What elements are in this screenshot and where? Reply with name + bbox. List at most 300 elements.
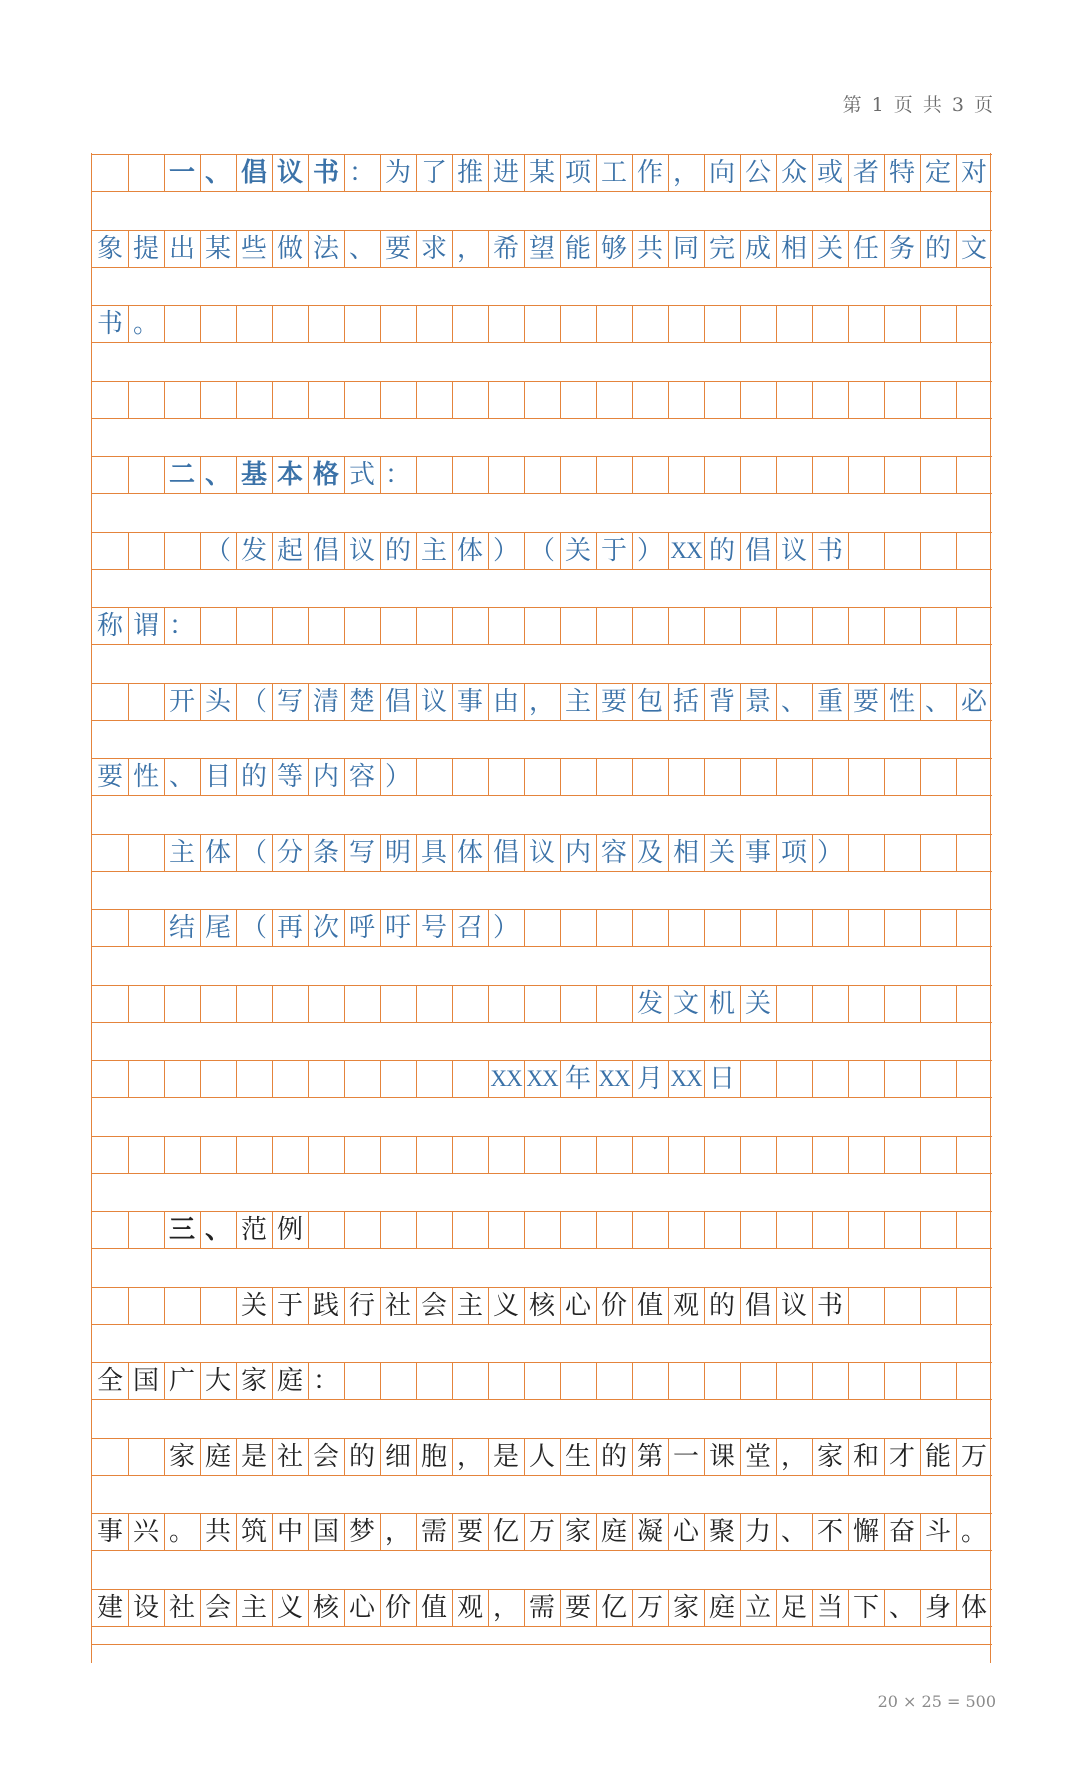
grid-character: 堂 — [744, 1441, 771, 1472]
grid-cell-divider — [704, 306, 705, 342]
grid-cell-divider — [524, 1212, 525, 1248]
grid-character: 内 — [312, 762, 339, 792]
grid-character: 倡 — [240, 158, 267, 188]
grid-cell-divider — [848, 533, 849, 569]
grid-character: 定 — [924, 158, 951, 188]
grid-cell-divider — [596, 1137, 597, 1173]
grid-cell-divider — [884, 382, 885, 418]
grid-cell-divider — [776, 1363, 777, 1399]
grid-character: 某 — [204, 233, 231, 264]
grid-cell-divider — [920, 835, 921, 871]
grid-character: 项 — [564, 158, 591, 188]
grid-character: ） — [384, 762, 411, 792]
grid-character: ， — [780, 1441, 807, 1472]
grid-character: 行 — [348, 1290, 375, 1321]
grid-character: 呼 — [348, 913, 375, 943]
grid-cell-divider — [236, 608, 237, 644]
grid-cell-divider — [128, 1439, 129, 1475]
page-number-header: 第 1 页 共 3 页 — [842, 94, 995, 116]
grid-character: 心 — [564, 1290, 591, 1321]
grid-cell-divider — [128, 382, 129, 418]
grid-cell-divider — [812, 608, 813, 644]
grid-cell-divider — [128, 684, 129, 720]
grid-cell-divider — [740, 382, 741, 418]
grid-character: 开 — [168, 686, 195, 717]
grid-character: 议 — [780, 535, 807, 566]
grid-character: 工 — [600, 158, 627, 188]
grid-cell-divider — [956, 1288, 957, 1324]
grid-row — [92, 1362, 992, 1400]
grid-character: 议 — [348, 535, 375, 566]
grid-cell-divider — [380, 608, 381, 644]
grid-cell-divider — [488, 1363, 489, 1399]
grid-cell-divider — [524, 910, 525, 946]
grid-cell-divider — [164, 382, 165, 418]
grid-character: ， — [492, 1592, 519, 1623]
grid-character: 主 — [168, 837, 195, 868]
grid-cell-divider — [524, 1363, 525, 1399]
grid-cell-divider — [596, 1212, 597, 1248]
grid-character: 事 — [456, 686, 483, 717]
grid-row — [92, 230, 992, 268]
grid-character: 包 — [636, 686, 663, 717]
grid-cell-divider — [344, 306, 345, 342]
grid-character: 出 — [168, 233, 195, 264]
grid-character: 倡 — [384, 686, 411, 717]
grid-cell-divider — [812, 1061, 813, 1097]
grid-character: 价 — [384, 1592, 411, 1623]
grid-character: （ — [204, 535, 231, 566]
grid-character: 目 — [204, 762, 231, 792]
grid-cell-divider — [380, 1363, 381, 1399]
grid-character: 下 — [852, 1592, 879, 1623]
grid-character: （ — [240, 837, 267, 868]
grid-character: 筑 — [240, 1517, 267, 1547]
grid-character: XX — [526, 1066, 558, 1091]
grid-cell-divider — [416, 1137, 417, 1173]
grid-cell-divider — [488, 1137, 489, 1173]
grid-character: 、 — [780, 686, 807, 717]
grid-character: 二 — [168, 460, 195, 490]
grid-character: 国 — [312, 1517, 339, 1547]
grid-cell-divider — [236, 1061, 237, 1097]
grid-cell-divider — [884, 910, 885, 946]
grid-character: 发 — [636, 988, 663, 1019]
grid-cell-divider — [164, 533, 165, 569]
grid-cell-divider — [668, 1363, 669, 1399]
grid-cell-divider — [740, 608, 741, 644]
grid-character: 景 — [744, 686, 771, 717]
grid-character: ） — [636, 535, 663, 566]
grid-cell-divider — [884, 1363, 885, 1399]
grid-character: ， — [528, 686, 555, 717]
grid-character: 的 — [600, 1441, 627, 1472]
grid-character: 体 — [456, 535, 483, 566]
grid-character: 倡 — [744, 1290, 771, 1321]
grid-character: 义 — [492, 1290, 519, 1321]
grid-cell-divider — [848, 306, 849, 342]
grid-cell-divider — [596, 457, 597, 493]
grid-character: 容 — [600, 837, 627, 868]
grid-character: 条 — [312, 837, 339, 868]
grid-character: 家 — [672, 1592, 699, 1623]
grid-cell-divider — [308, 986, 309, 1022]
grid-character: 胞 — [420, 1441, 447, 1472]
grid-character: 主 — [240, 1592, 267, 1623]
grid-cell-divider — [956, 1212, 957, 1248]
grid-character: 年 — [564, 1064, 591, 1094]
grid-character: 课 — [708, 1441, 735, 1472]
grid-character: 相 — [672, 837, 699, 868]
grid-cell-divider — [416, 382, 417, 418]
grid-character: 了 — [420, 158, 447, 188]
grid-character: 要 — [600, 686, 627, 717]
grid-cell-divider — [308, 382, 309, 418]
grid-character: 大 — [204, 1366, 231, 1396]
grid-character: 社 — [384, 1290, 411, 1321]
grid-cell-divider — [920, 382, 921, 418]
grid-character: 会 — [204, 1592, 231, 1623]
grid-cell-divider — [524, 382, 525, 418]
grid-size-footer: 20 × 25 = 500 — [877, 1692, 996, 1711]
grid-character: 才 — [888, 1441, 915, 1472]
grid-character: 全 — [96, 1366, 123, 1396]
grid-character: 值 — [420, 1592, 447, 1623]
grid-character: 。 — [132, 309, 159, 339]
grid-cell-divider — [416, 1212, 417, 1248]
grid-cell-divider — [488, 608, 489, 644]
grid-character: 机 — [708, 988, 735, 1019]
grid-cell-divider — [560, 1212, 561, 1248]
grid-character: 次 — [312, 913, 339, 943]
grid-cell-divider — [920, 306, 921, 342]
grid-character: 心 — [348, 1592, 375, 1623]
grid-character: 主 — [564, 686, 591, 717]
grid-cell-divider — [920, 457, 921, 493]
grid-character: （ — [240, 913, 267, 943]
grid-cell-divider — [704, 759, 705, 795]
grid-character: 践 — [312, 1290, 339, 1321]
grid-character: ： — [384, 460, 411, 490]
grid-cell-divider — [668, 382, 669, 418]
grid-character: 凝 — [636, 1517, 663, 1547]
grid-character: 要 — [564, 1592, 591, 1623]
grid-cell-divider — [704, 608, 705, 644]
grid-cell-divider — [200, 382, 201, 418]
grid-character: 能 — [924, 1441, 951, 1472]
grid-character: 于 — [276, 1290, 303, 1321]
grid-cell-divider — [632, 457, 633, 493]
grid-cell-divider — [164, 1137, 165, 1173]
grid-character: 体 — [960, 1592, 987, 1623]
grid-cell-divider — [452, 382, 453, 418]
grid-cell-divider — [956, 608, 957, 644]
grid-cell-divider — [884, 986, 885, 1022]
grid-character: 提 — [132, 233, 159, 264]
grid-character: 议 — [420, 686, 447, 717]
grid-character: 当 — [816, 1592, 843, 1623]
grid-cell-divider — [488, 759, 489, 795]
grid-cell-divider — [632, 910, 633, 946]
grid-character: 和 — [852, 1441, 879, 1472]
grid-cell-divider — [812, 382, 813, 418]
grid-character: 相 — [780, 233, 807, 264]
grid-cell-divider — [956, 1363, 957, 1399]
grid-character: 谓 — [132, 611, 159, 641]
grid-character: 作 — [636, 158, 663, 188]
grid-cell-divider — [884, 457, 885, 493]
grid-cell-divider — [272, 986, 273, 1022]
grid-cell-divider — [272, 306, 273, 342]
grid-character: 称 — [96, 611, 123, 641]
grid-cell-divider — [128, 1137, 129, 1173]
grid-character: 本 — [276, 460, 303, 490]
grid-character: （ — [528, 535, 555, 566]
grid-character: 召 — [456, 913, 483, 943]
grid-character: 庭 — [204, 1441, 231, 1472]
grid-character: 者 — [852, 158, 879, 188]
grid-character: 广 — [168, 1366, 195, 1396]
grid-character: 生 — [564, 1441, 591, 1472]
grid-cell-divider — [812, 986, 813, 1022]
grid-character: 身 — [924, 1592, 951, 1623]
grid-cell-divider — [452, 608, 453, 644]
grid-cell-divider — [272, 382, 273, 418]
grid-cell-divider — [632, 608, 633, 644]
grid-cell-divider — [380, 382, 381, 418]
grid-character: ， — [456, 1441, 483, 1472]
grid-character: 第 — [636, 1441, 663, 1472]
grid-character: 具 — [420, 837, 447, 868]
grid-cell-divider — [524, 759, 525, 795]
grid-character: 社 — [168, 1592, 195, 1623]
grid-cell-divider — [560, 382, 561, 418]
grid-character: 式 — [348, 460, 375, 490]
grid-character: 务 — [888, 233, 915, 264]
grid-cell-divider — [308, 1137, 309, 1173]
grid-character: 些 — [240, 233, 267, 264]
grid-cell-divider — [524, 457, 525, 493]
grid-character: 书 — [312, 158, 339, 188]
grid-cell-divider — [848, 1137, 849, 1173]
grid-cell-divider — [884, 1137, 885, 1173]
grid-cell-divider — [452, 306, 453, 342]
grid-character: 足 — [780, 1592, 807, 1623]
grid-cell-divider — [128, 1288, 129, 1324]
grid-row — [92, 1589, 992, 1627]
grid-cell-divider — [560, 457, 561, 493]
grid-cell-divider — [848, 457, 849, 493]
grid-cell-divider — [740, 457, 741, 493]
grid-cell-divider — [524, 608, 525, 644]
grid-cell-divider — [200, 306, 201, 342]
grid-cell-divider — [956, 1137, 957, 1173]
grid-character: ， — [456, 233, 483, 264]
grid-character: 立 — [744, 1592, 771, 1623]
grid-row — [92, 834, 992, 872]
grid-cell-divider — [956, 533, 957, 569]
grid-character: 不 — [816, 1517, 843, 1547]
grid-character: XX — [670, 537, 702, 563]
grid-character: 成 — [744, 233, 771, 264]
grid-character: 清 — [312, 686, 339, 717]
grid-cell-divider — [740, 1363, 741, 1399]
grid-row — [92, 456, 992, 494]
grid-cell-divider — [920, 1137, 921, 1173]
grid-character: 兴 — [132, 1517, 159, 1547]
grid-cell-divider — [596, 1363, 597, 1399]
grid-cell-divider — [848, 910, 849, 946]
grid-character: 三 — [168, 1215, 195, 1245]
grid-cell-divider — [308, 306, 309, 342]
grid-cell-divider — [272, 1137, 273, 1173]
grid-cell-divider — [776, 986, 777, 1022]
grid-cell-divider — [848, 759, 849, 795]
grid-cell-divider — [812, 457, 813, 493]
grid-character: 或 — [816, 158, 843, 188]
grid-character: 、 — [924, 686, 951, 717]
grid-cell-divider — [956, 759, 957, 795]
grid-row — [92, 683, 992, 721]
grid-character: 文 — [960, 233, 987, 264]
grid-character: 会 — [420, 1290, 447, 1321]
grid-character: 梦 — [348, 1517, 375, 1547]
grid-cell-divider — [596, 759, 597, 795]
grid-character: 要 — [384, 233, 411, 264]
grid-character: 书 — [96, 309, 123, 339]
grid-character: 细 — [384, 1441, 411, 1472]
grid-cell-divider — [848, 1288, 849, 1324]
grid-character: 义 — [276, 1592, 303, 1623]
grid-cell-divider — [596, 306, 597, 342]
grid-character: 倡 — [744, 535, 771, 566]
grid-character: 及 — [636, 837, 663, 868]
grid-cell-divider — [740, 1061, 741, 1097]
grid-character: 体 — [456, 837, 483, 868]
grid-row — [92, 607, 992, 645]
grid-cell-divider — [236, 986, 237, 1022]
grid-cell-divider — [920, 759, 921, 795]
grid-cell-divider — [812, 1363, 813, 1399]
grid-cell-divider — [272, 608, 273, 644]
grid-character: 。 — [168, 1517, 195, 1547]
grid-cell-divider — [524, 306, 525, 342]
grid-character: 月 — [636, 1064, 663, 1094]
grid-character: 。 — [960, 1517, 987, 1547]
grid-character: 家 — [240, 1366, 267, 1396]
grid-character: 做 — [276, 233, 303, 264]
grid-cell-divider — [560, 986, 561, 1022]
grid-character: 关 — [708, 837, 735, 868]
grid-character: 需 — [420, 1517, 447, 1547]
grid-character: 万 — [960, 1441, 987, 1472]
grid-cell-divider — [956, 1061, 957, 1097]
grid-cell-divider — [128, 910, 129, 946]
grid-cell-divider — [416, 608, 417, 644]
grid-character: 家 — [168, 1441, 195, 1472]
grid-character: 的 — [708, 1290, 735, 1321]
grid-cell-divider — [560, 910, 561, 946]
grid-character: 例 — [276, 1215, 303, 1245]
grid-character: 日 — [708, 1064, 735, 1094]
grid-cell-divider — [452, 1137, 453, 1173]
grid-cell-divider — [488, 1212, 489, 1248]
grid-cell-divider — [308, 608, 309, 644]
grid-character: 写 — [276, 686, 303, 717]
grid-character: 同 — [672, 233, 699, 264]
grid-cell-divider — [956, 835, 957, 871]
grid-character: 万 — [528, 1517, 555, 1547]
grid-character: 庭 — [600, 1517, 627, 1547]
grid-character: 价 — [600, 1290, 627, 1321]
grid-cell-divider — [920, 533, 921, 569]
grid-cell-divider — [128, 155, 129, 191]
grid-character: 亿 — [600, 1592, 627, 1623]
grid-cell-divider — [848, 1363, 849, 1399]
grid-row — [92, 909, 992, 947]
grid-row — [92, 154, 992, 192]
grid-character: 背 — [708, 686, 735, 717]
grid-character: 庭 — [708, 1592, 735, 1623]
grid-cell-divider — [920, 910, 921, 946]
grid-character: 主 — [456, 1290, 483, 1321]
grid-cell-divider — [164, 1288, 165, 1324]
grid-character: 必 — [960, 686, 987, 717]
grid-character: 关 — [744, 988, 771, 1019]
grid-cell-divider — [956, 306, 957, 342]
grid-row — [92, 1513, 992, 1551]
grid-cell-divider — [596, 910, 597, 946]
grid-row — [92, 1136, 992, 1174]
grid-character: 、 — [204, 1215, 231, 1245]
grid-cell-divider — [344, 1061, 345, 1097]
grid-cell-divider — [128, 986, 129, 1022]
grid-character: ） — [492, 913, 519, 943]
grid-cell-divider — [236, 382, 237, 418]
grid-cell-divider — [308, 1212, 309, 1248]
grid-cell-divider — [488, 382, 489, 418]
grid-character: 号 — [420, 913, 447, 943]
grid-cell-divider — [416, 759, 417, 795]
grid-row — [92, 1211, 992, 1249]
grid-character: 基 — [240, 460, 267, 490]
grid-character: 某 — [528, 158, 555, 188]
grid-character: 心 — [672, 1517, 699, 1547]
grid-character: 明 — [384, 837, 411, 868]
grid-character: 希 — [492, 233, 519, 264]
grid-character: ， — [384, 1517, 411, 1547]
grid-character: 完 — [708, 233, 735, 264]
grid-row — [92, 758, 992, 796]
grid-character: 的 — [708, 535, 735, 566]
grid-cell-divider — [416, 306, 417, 342]
grid-character: 性 — [132, 762, 159, 792]
grid-cell-divider — [668, 910, 669, 946]
grid-character: 体 — [204, 837, 231, 868]
grid-cell-divider — [416, 986, 417, 1022]
grid-cell-divider — [200, 608, 201, 644]
grid-cell-divider — [560, 1363, 561, 1399]
grid-cell-divider — [956, 457, 957, 493]
grid-cell-divider — [560, 306, 561, 342]
grid-character: 的 — [240, 762, 267, 792]
grid-cell-divider — [668, 1212, 669, 1248]
grid-cell-divider — [632, 759, 633, 795]
grid-character: 家 — [564, 1517, 591, 1547]
grid-bottom-border — [92, 1644, 992, 1645]
grid-character: 头 — [204, 686, 231, 717]
grid-character: 法 — [312, 233, 339, 264]
